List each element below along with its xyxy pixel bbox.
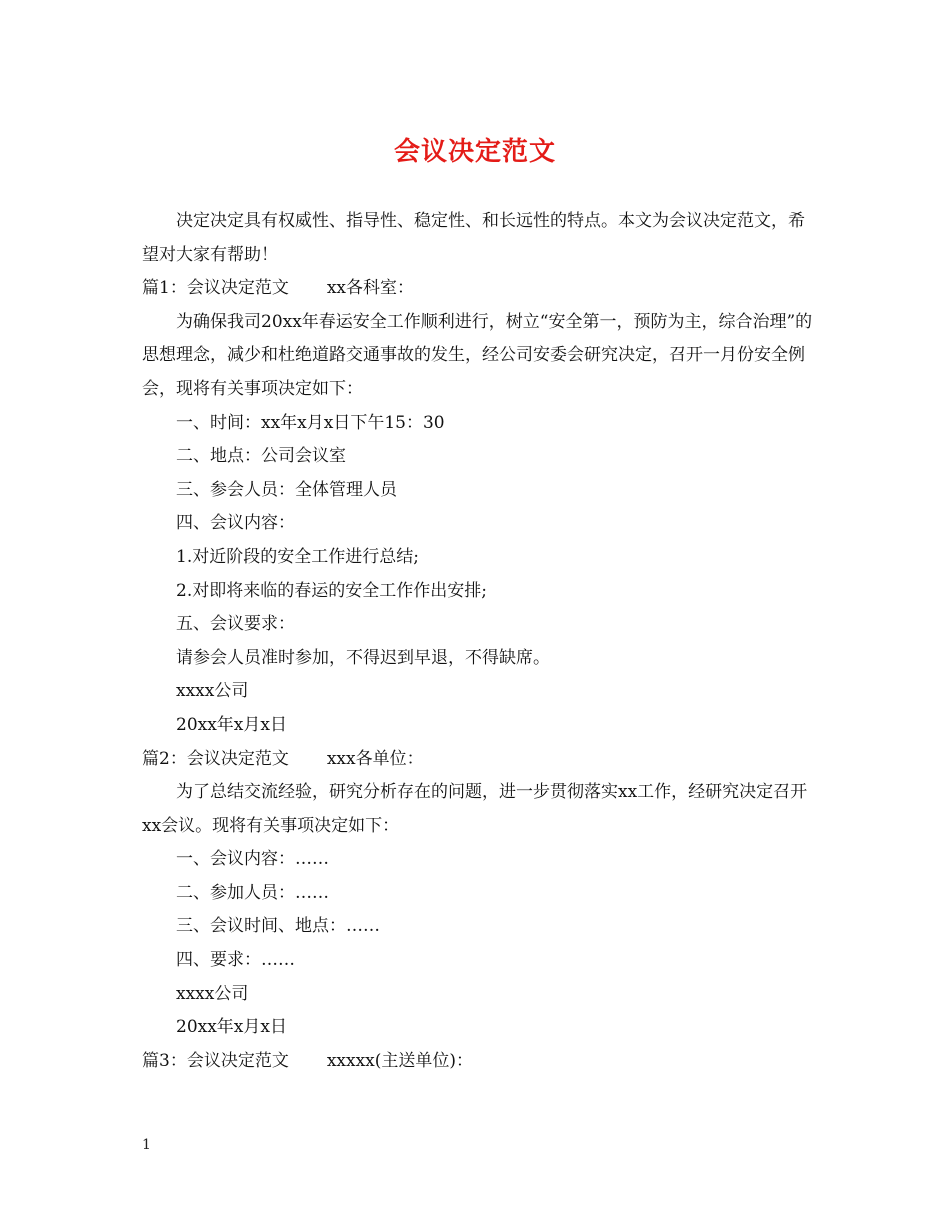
section3-heading: 篇3：会议决定范文 — [142, 1050, 289, 1071]
section1-paragraph: 为确保我司20xx年春运安全工作顺利进行，树立“安全第一，预防为主，综合治理”的思想理念，减少和杜绝道路交通事故的发生，经公司安委会研究决定，召开一月份安全例会，现将有关事项决定如下： — [142, 311, 813, 399]
section1-heading: 篇1：会议决定范文 — [142, 278, 289, 299]
section3-recipient: xxxxx(主送单位)： — [326, 1050, 474, 1071]
section3-heading-line — [142, 1045, 816, 1079]
document-title: 会议决定范文 — [393, 137, 556, 167]
section1-item-time: 一、时间：xx年x月x日下午15：30 — [176, 412, 445, 433]
section2-item-attendees: 二、参加人员：…… — [176, 882, 329, 903]
section2-item-content: 一、会议内容：…… — [176, 849, 329, 870]
section1-recipient: xx各科室： — [326, 278, 415, 299]
section1-item-content-1: 1.对近阶段的安全工作进行总结; — [176, 546, 419, 567]
section1-item-requirements: 五、会议要求： — [176, 614, 295, 635]
section2-recipient: xxx各单位： — [326, 748, 424, 769]
section2-signature-date: 20xx年x月x日 — [176, 1017, 287, 1038]
section1-item-requirements-text: 请参会人员准时参加，不得迟到早退，不得缺席。 — [176, 647, 550, 668]
section1-item-place: 二、地点：公司会议室 — [176, 446, 346, 467]
page-number: 1 — [142, 1137, 151, 1153]
section2-item-time-place: 三、会议时间、地点：…… — [176, 916, 380, 937]
document-body — [142, 205, 816, 1078]
section1-signature-company: xxxx公司 — [176, 681, 249, 702]
section2-paragraph: 为了总结交流经验，研究分析存在的问题，进一步贯彻落实xx工作，经研究决定召开xx会议。现将有关事项决定如下： — [142, 782, 808, 836]
intro-paragraph: 决定决定具有权威性、指导性、稳定性、和长远性的特点。本文为会议决定范文，希望对大家有帮助！ — [142, 211, 805, 265]
section1-item-content-2: 2.对即将来临的春运的安全工作作出安排; — [176, 580, 487, 601]
section1-signature-date: 20xx年x月x日 — [176, 714, 287, 735]
section2-heading: 篇2：会议决定范文 — [142, 748, 289, 769]
section1-heading-line — [142, 272, 816, 306]
section2-heading-line — [142, 743, 816, 777]
section1-item-attendees: 三、参会人员：全体管理人员 — [176, 479, 397, 500]
section2-signature-company: xxxx公司 — [176, 983, 249, 1004]
section2-item-requirements: 四、要求：…… — [176, 950, 295, 971]
section1-item-content: 四、会议内容： — [176, 513, 295, 534]
